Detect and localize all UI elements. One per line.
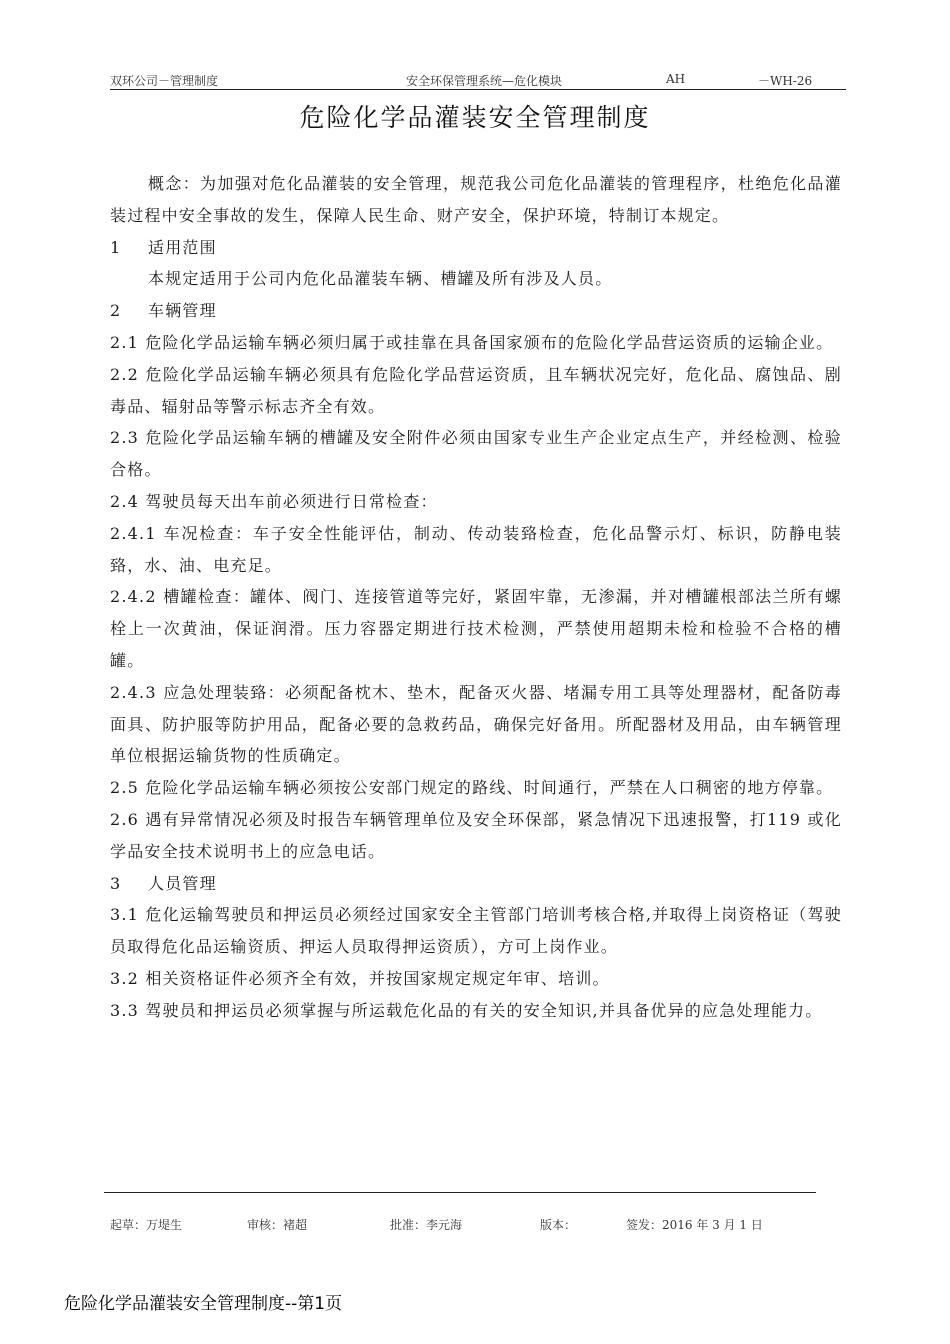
clause: 2.2 危险化学品运输车辆必须具有危险化学品营运资质，且车辆状况完好，危化品、腐蚀品、剧毒品、辐射品等警示标志齐全有效。: [110, 364, 842, 416]
clause: 2.6 遇有异常情况必须及时报告车辆管理单位及安全环保部，紧急情况下迅速报警，打119 或化学品安全技术说明书上的应急电话。: [110, 809, 842, 861]
section-number: 1: [110, 237, 122, 257]
document-title: 危险化学品灌装安全管理制度: [299, 103, 651, 132]
footer-rule: [104, 1192, 816, 1193]
document-footer: [110, 1216, 830, 1234]
header-code-suffix: －WH-26: [758, 74, 813, 88]
clause: 2.1 危险化学品运输车辆必须归属于或挂靠在具备国家颁布的危险化学品营运资质的运输企业。: [110, 332, 834, 352]
section-title: 人员管理: [148, 873, 217, 893]
section-number: 2: [110, 301, 122, 321]
footer-drafter: 起草：万堤生: [110, 1218, 183, 1232]
section-heading: [110, 295, 842, 327]
section-heading: [110, 868, 842, 900]
page-caption: 危险化学品灌装安全管理制度--第1页: [64, 1294, 343, 1314]
document-body: [110, 168, 842, 1027]
header-system: 安全环保管理系统—危化模块: [406, 74, 563, 88]
section-body: 本规定适用于公司内危化品灌装车辆、槽罐及所有涉及人员。: [148, 269, 613, 289]
clause: 3.3 驾驶员和押运员必须掌握与所运载危化品的有关的安全知识,并具备优异的应急处理能力。: [110, 1000, 823, 1020]
clause: 2.5 危险化学品运输车辆必须按公安部门规定的路线、时间通行，严禁在人口稠密的地方停靠。: [110, 778, 834, 798]
document-header: [110, 70, 846, 90]
section-title: 适用范围: [148, 237, 217, 257]
footer-issued: 签发：2016 年 3 月 1 日: [626, 1218, 763, 1232]
clause: 2.4 驾驶员每天出车前必须进行日常检查：: [110, 491, 438, 511]
section-title: 车辆管理: [148, 301, 217, 321]
clause: 3.2 相关资格证件必须齐全有效，并按国家规定规定年审、培训。: [110, 968, 610, 988]
footer-reviewer: 审核：褚超: [247, 1218, 308, 1232]
section-heading: [110, 232, 842, 264]
clause: 2.3 危险化学品运输车辆的槽罐及安全附件必须由国家专业生产企业定点生产，并经检测、检验合格。: [110, 428, 842, 480]
intro-paragraph: 概念：为加强对危化品灌装的安全管理，规范我公司危化品灌装的管理程序，杜绝危化品灌装过程中安全事故的发生，保障人民生命、财产安全，保护环境，特制订本规定。: [110, 174, 842, 225]
clause: 3.1 危化运输驾驶员和押运员必须经过国家安全主管部门培训考核合格,并取得上岗资格证（驾驶员取得危化品运输资质、押运人员取得押运资质），方可上岗作业。: [110, 905, 842, 957]
footer-version: 版本：: [540, 1218, 577, 1232]
clause: 2.4.1 车况检查：车子安全性能评估，制动、传动装臵检查，危化品警示灯、标识，防静电装臵，水、油、电充足。: [110, 523, 842, 575]
clause: 2.4.3 应急处理装臵：必须配备枕木、垫木，配备灭火器、堵漏专用工具等处理器材，配备防毒面具、防护服等防护用品，配备必要的急救药品，确保完好备用。所配器材及用品，由车辆管理单位根据运输货物的性质确定。: [110, 682, 842, 766]
section-number: 3: [110, 873, 122, 893]
header-code-prefix: AH: [666, 72, 686, 86]
footer-approver: 批准：李元海: [390, 1218, 463, 1232]
header-company: 双环公司－管理制度: [110, 74, 219, 88]
clause: 2.4.2 槽罐检查：罐体、阀门、连接管道等完好，紧固牢靠，无渗漏，并对槽罐根部法兰所有螺栓上一次黄油，保证润滑。压力容器定期进行技术检测，严禁使用超期未检和检验不合格的槽罐。: [110, 587, 842, 670]
header-rule: [110, 89, 846, 90]
